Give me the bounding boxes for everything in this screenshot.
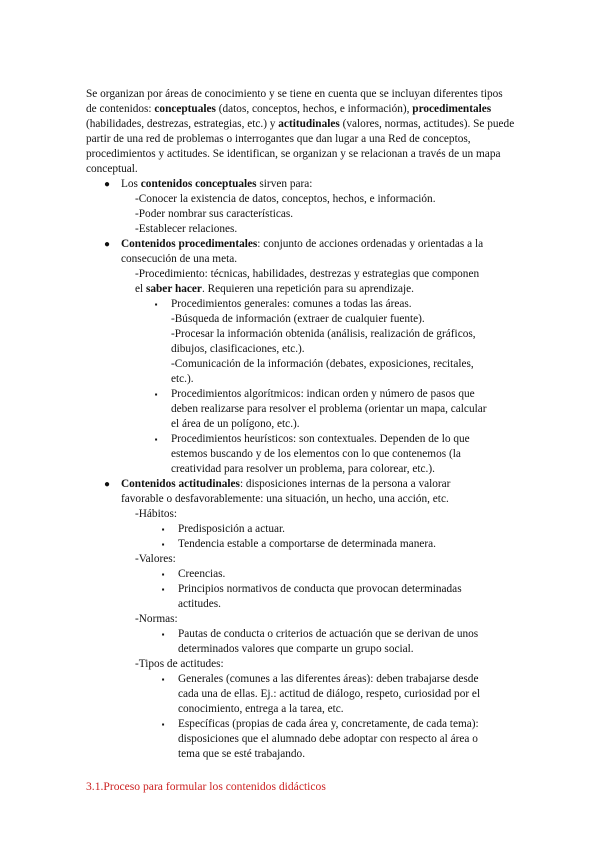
square-bullet-icon: ▪ [161, 525, 165, 534]
bullet-icon: ● [103, 479, 111, 490]
square-bullet-icon: ▪ [161, 720, 165, 729]
intro-bold-procedimentales: procedimentales [412, 103, 492, 115]
heuristicos-line: Procedimientos heurísticos: son contextuales. Dependen de lo que [171, 433, 470, 445]
square-bullet-icon: ▪ [161, 585, 165, 594]
generales-line: etc.). [171, 373, 194, 385]
valores-item: Principios normativos de conducta que provocan determinadas [178, 583, 462, 595]
procedimiento-line [135, 282, 414, 297]
square-bullet-icon: ▪ [161, 630, 165, 639]
conceptuales-heading [121, 177, 312, 192]
intro-bold-actitudinales: actitudinales [278, 118, 340, 130]
intro-text-1: Se organizan por áreas de conocimiento y se tiene en cuenta que se incluyan diferentes tipos de contenidos: [86, 88, 503, 115]
generales-line: -Búsqueda de información (extraer de cualquier fuente). [171, 313, 425, 325]
algoritmicos-line: deben realizarse para resolver el problema (orientar un mapa, calcular [171, 403, 487, 415]
actitudinales-heading [121, 477, 450, 492]
algoritmicos-line: Procedimientos algorítmicos: indican orden y número de pasos que [171, 388, 475, 400]
habitos-label: -Hábitos: [135, 508, 178, 520]
conceptuales-item: -Establecer relaciones. [135, 223, 238, 235]
tipos-especificas-line: Específicas (propias de cada área y, concretamente, de cada tema): [178, 718, 479, 730]
procedimiento-pre: el [135, 283, 146, 295]
intro-bold-conceptuales: conceptuales [154, 103, 216, 115]
square-bullet-icon: ▪ [161, 570, 165, 579]
bullet-icon: ● [103, 239, 111, 250]
tipos-label: -Tipos de actitudes: [135, 658, 224, 670]
procedimiento-line: -Procedimiento: técnicas, habilidades, destrezas y estrategias que componen [135, 268, 480, 280]
valores-label: -Valores: [135, 553, 176, 565]
saber-hacer-bold: saber hacer [145, 283, 202, 295]
actitudinales-post: : disposiciones internas de la persona a valorar [239, 478, 451, 490]
normas-item: Pautas de conducta o criterios de actuación que se derivan de unos [178, 628, 479, 640]
algoritmicos-line: el área de un polígono, etc.). [171, 418, 300, 430]
heuristicos-line: creatividad para resolver un problema, para colorear, etc.). [171, 463, 435, 475]
valores-item: actitudes. [178, 598, 221, 610]
conceptuales-post: sirven para: [256, 178, 313, 190]
normas-label: -Normas: [135, 613, 178, 625]
tipos-generales-line: cada una de ellas. Ej.: actitud de diálogo, respeto, curiosidad por el [178, 688, 481, 700]
valores-item: Creencias. [178, 568, 226, 580]
habitos-item: Tendencia estable a comportarse de determinada manera. [178, 538, 436, 550]
conceptuales-bold: contenidos conceptuales [140, 178, 257, 190]
intro-text-4: (valores, normas, actitudes). Se puede partir de una red de problemas o interrogantes que dan lugar a una Red de conceptos, procedimientos y actitudes. Se identifican, se organizan y se relacionan a través de un mapa conceptual. [86, 118, 515, 175]
procedimentales-heading [121, 237, 483, 252]
normas-item: determinados valores que comparte un grupo social. [178, 643, 414, 655]
tipos-especificas-line: disposiciones que el alumnado debe adoptar con respecto al área o [178, 733, 478, 745]
intro-text-3: (habilidades, destrezas, estrategias, etc.) y [86, 118, 279, 130]
tipos-generales-line: Generales (comunes a las diferentes áreas): deben trabajarse desde [178, 673, 479, 685]
intro-text-2: (datos, conceptos, hechos, e información), [215, 103, 413, 115]
actitudinales-line: favorable o desfavorablemente: una situación, un hecho, una acción, etc. [121, 493, 449, 505]
procedimentales-bold: Contenidos procedimentales [121, 238, 258, 250]
generales-line: Procedimientos generales: comunes a todas las áreas. [171, 298, 412, 310]
square-bullet-icon: ▪ [161, 540, 165, 549]
tipos-generales-line: conocimiento, entrega a la tarea, etc. [178, 703, 344, 715]
bullet-icon: ● [103, 179, 111, 190]
section-heading: 3.1.Proceso para formular los contenidos didácticos [86, 780, 326, 793]
conceptuales-item: -Conocer la existencia de datos, conceptos, hechos, e información. [135, 193, 436, 205]
tipos-especificas-line: tema que se esté trabajando. [178, 748, 306, 760]
procedimentales-line: consecución de una meta. [121, 253, 238, 265]
conceptuales-item: -Poder nombrar sus características. [135, 208, 294, 220]
actitudinales-bold: Contenidos actitudinales [121, 478, 240, 490]
heuristicos-line: estemos buscando y de los elementos con lo que contenemos (la [171, 448, 461, 460]
habitos-item: Predisposición a actuar. [178, 523, 285, 535]
generales-line: dibujos, clasificaciones, etc.). [171, 343, 305, 355]
generales-line: -Procesar la información obtenida (análisis, realización de gráficos, [171, 328, 476, 340]
square-bullet-icon: ▪ [154, 390, 158, 399]
generales-line: -Comunicación de la información (debates, exposiciones, recitales, [171, 358, 474, 370]
square-bullet-icon: ▪ [154, 435, 158, 444]
square-bullet-icon: ▪ [154, 300, 158, 309]
conceptuales-pre: Los [121, 178, 141, 190]
procedimiento-post: . Requieren una repetición para su aprendizaje. [201, 283, 414, 295]
procedimentales-post: : conjunto de acciones ordenadas y orientadas a la [257, 238, 484, 250]
intro-paragraph [86, 87, 516, 177]
square-bullet-icon: ▪ [161, 675, 165, 684]
